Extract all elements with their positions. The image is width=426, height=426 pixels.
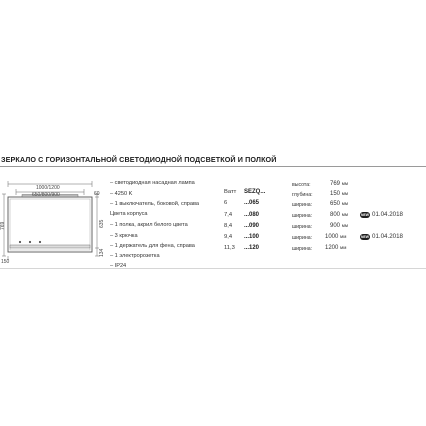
shelf-offset-label: 134 [99, 248, 105, 257]
dimension-value [330, 201, 348, 207]
dimension-number: 1200 [325, 245, 339, 251]
height-label: 769 [0, 221, 6, 230]
dimension-label: высота: [292, 182, 311, 188]
dimension-label: ширина: [292, 235, 313, 241]
dimension-number: 800 [330, 212, 341, 218]
feature-item: – 1 держатель для фена, справа [110, 243, 195, 249]
watt-value: 7,4 [224, 212, 233, 218]
feature-item: – 1 полка, акрил белого цвета [110, 222, 188, 228]
title-divider [0, 166, 426, 167]
dimension-label: глубина: [292, 192, 313, 198]
new-badge: NEW [361, 235, 369, 239]
depth-label: 150 [1, 259, 10, 265]
dimension-number: 769 [330, 181, 341, 187]
watt-value: 8,4 [224, 223, 233, 229]
dimension-label: ширина: [292, 246, 313, 252]
dimension-value [330, 223, 348, 229]
dimension-unit: мм [341, 201, 349, 206]
dimension-value [330, 212, 348, 218]
feature-item: – 1 выключатель, боковой, справа [110, 201, 200, 207]
feature-item: – IP24 [110, 263, 127, 269]
mirror-height-label: 635 [99, 219, 105, 228]
page-title: ЗЕРКАЛО С ГОРИЗОНТАЛЬНОЙ СВЕТОДИОДНОЙ ПОДСВЕТКОЙ И ПОЛКОЙ [1, 155, 277, 164]
dimension-unit: мм [341, 223, 349, 228]
dimension-unit: мм [340, 234, 347, 239]
dimension-unit: мм [341, 212, 349, 217]
dimension-unit: мм [341, 191, 349, 196]
top-offset-label: 60 [94, 191, 100, 197]
dimension-value [325, 245, 346, 251]
dimension-number: 1000 [325, 234, 339, 240]
mirror-drawing [0, 170, 108, 270]
dimension-number: 150 [330, 191, 341, 197]
model-code: ...065 [244, 200, 260, 206]
release-date: 01.04.2018 [372, 233, 403, 240]
dimension-unit: мм [341, 181, 349, 186]
dimension-number: 900 [330, 223, 341, 229]
watt-value: 6 [224, 200, 228, 206]
dimension-number: 650 [330, 201, 341, 207]
dimension-value [325, 234, 346, 240]
inner-width-label: 650/800/900 [32, 192, 60, 198]
model-code: ...100 [244, 234, 260, 240]
watt-value: 9,4 [224, 234, 233, 240]
feature-item: – 3 крючка [110, 233, 138, 239]
watt-value: 11,3 [224, 245, 235, 251]
model-code: ...080 [244, 212, 260, 218]
new-badge: NEW [361, 213, 369, 217]
model-header: SEZQ... [244, 189, 266, 195]
dimension-label: ширина: [292, 224, 313, 230]
dimension-value [330, 191, 348, 197]
feature-item: – 1 электророзетка [110, 253, 160, 259]
release-date: 01.04.2018 [372, 211, 403, 218]
dimension-unit: мм [340, 245, 347, 250]
feature-item: Цвета корпуса [110, 211, 148, 217]
dimension-value [330, 181, 348, 187]
model-code: ...090 [244, 223, 260, 229]
width-label: 1000/1200 [36, 185, 60, 191]
feature-item: – 4250 K [110, 191, 133, 197]
model-code: ...120 [244, 245, 260, 251]
dimension-label: ширина: [292, 213, 313, 219]
feature-item: – светодиодная насадная лампа [110, 180, 195, 186]
dimension-label: ширина: [292, 202, 313, 208]
watt-header: Ватт [224, 189, 237, 195]
